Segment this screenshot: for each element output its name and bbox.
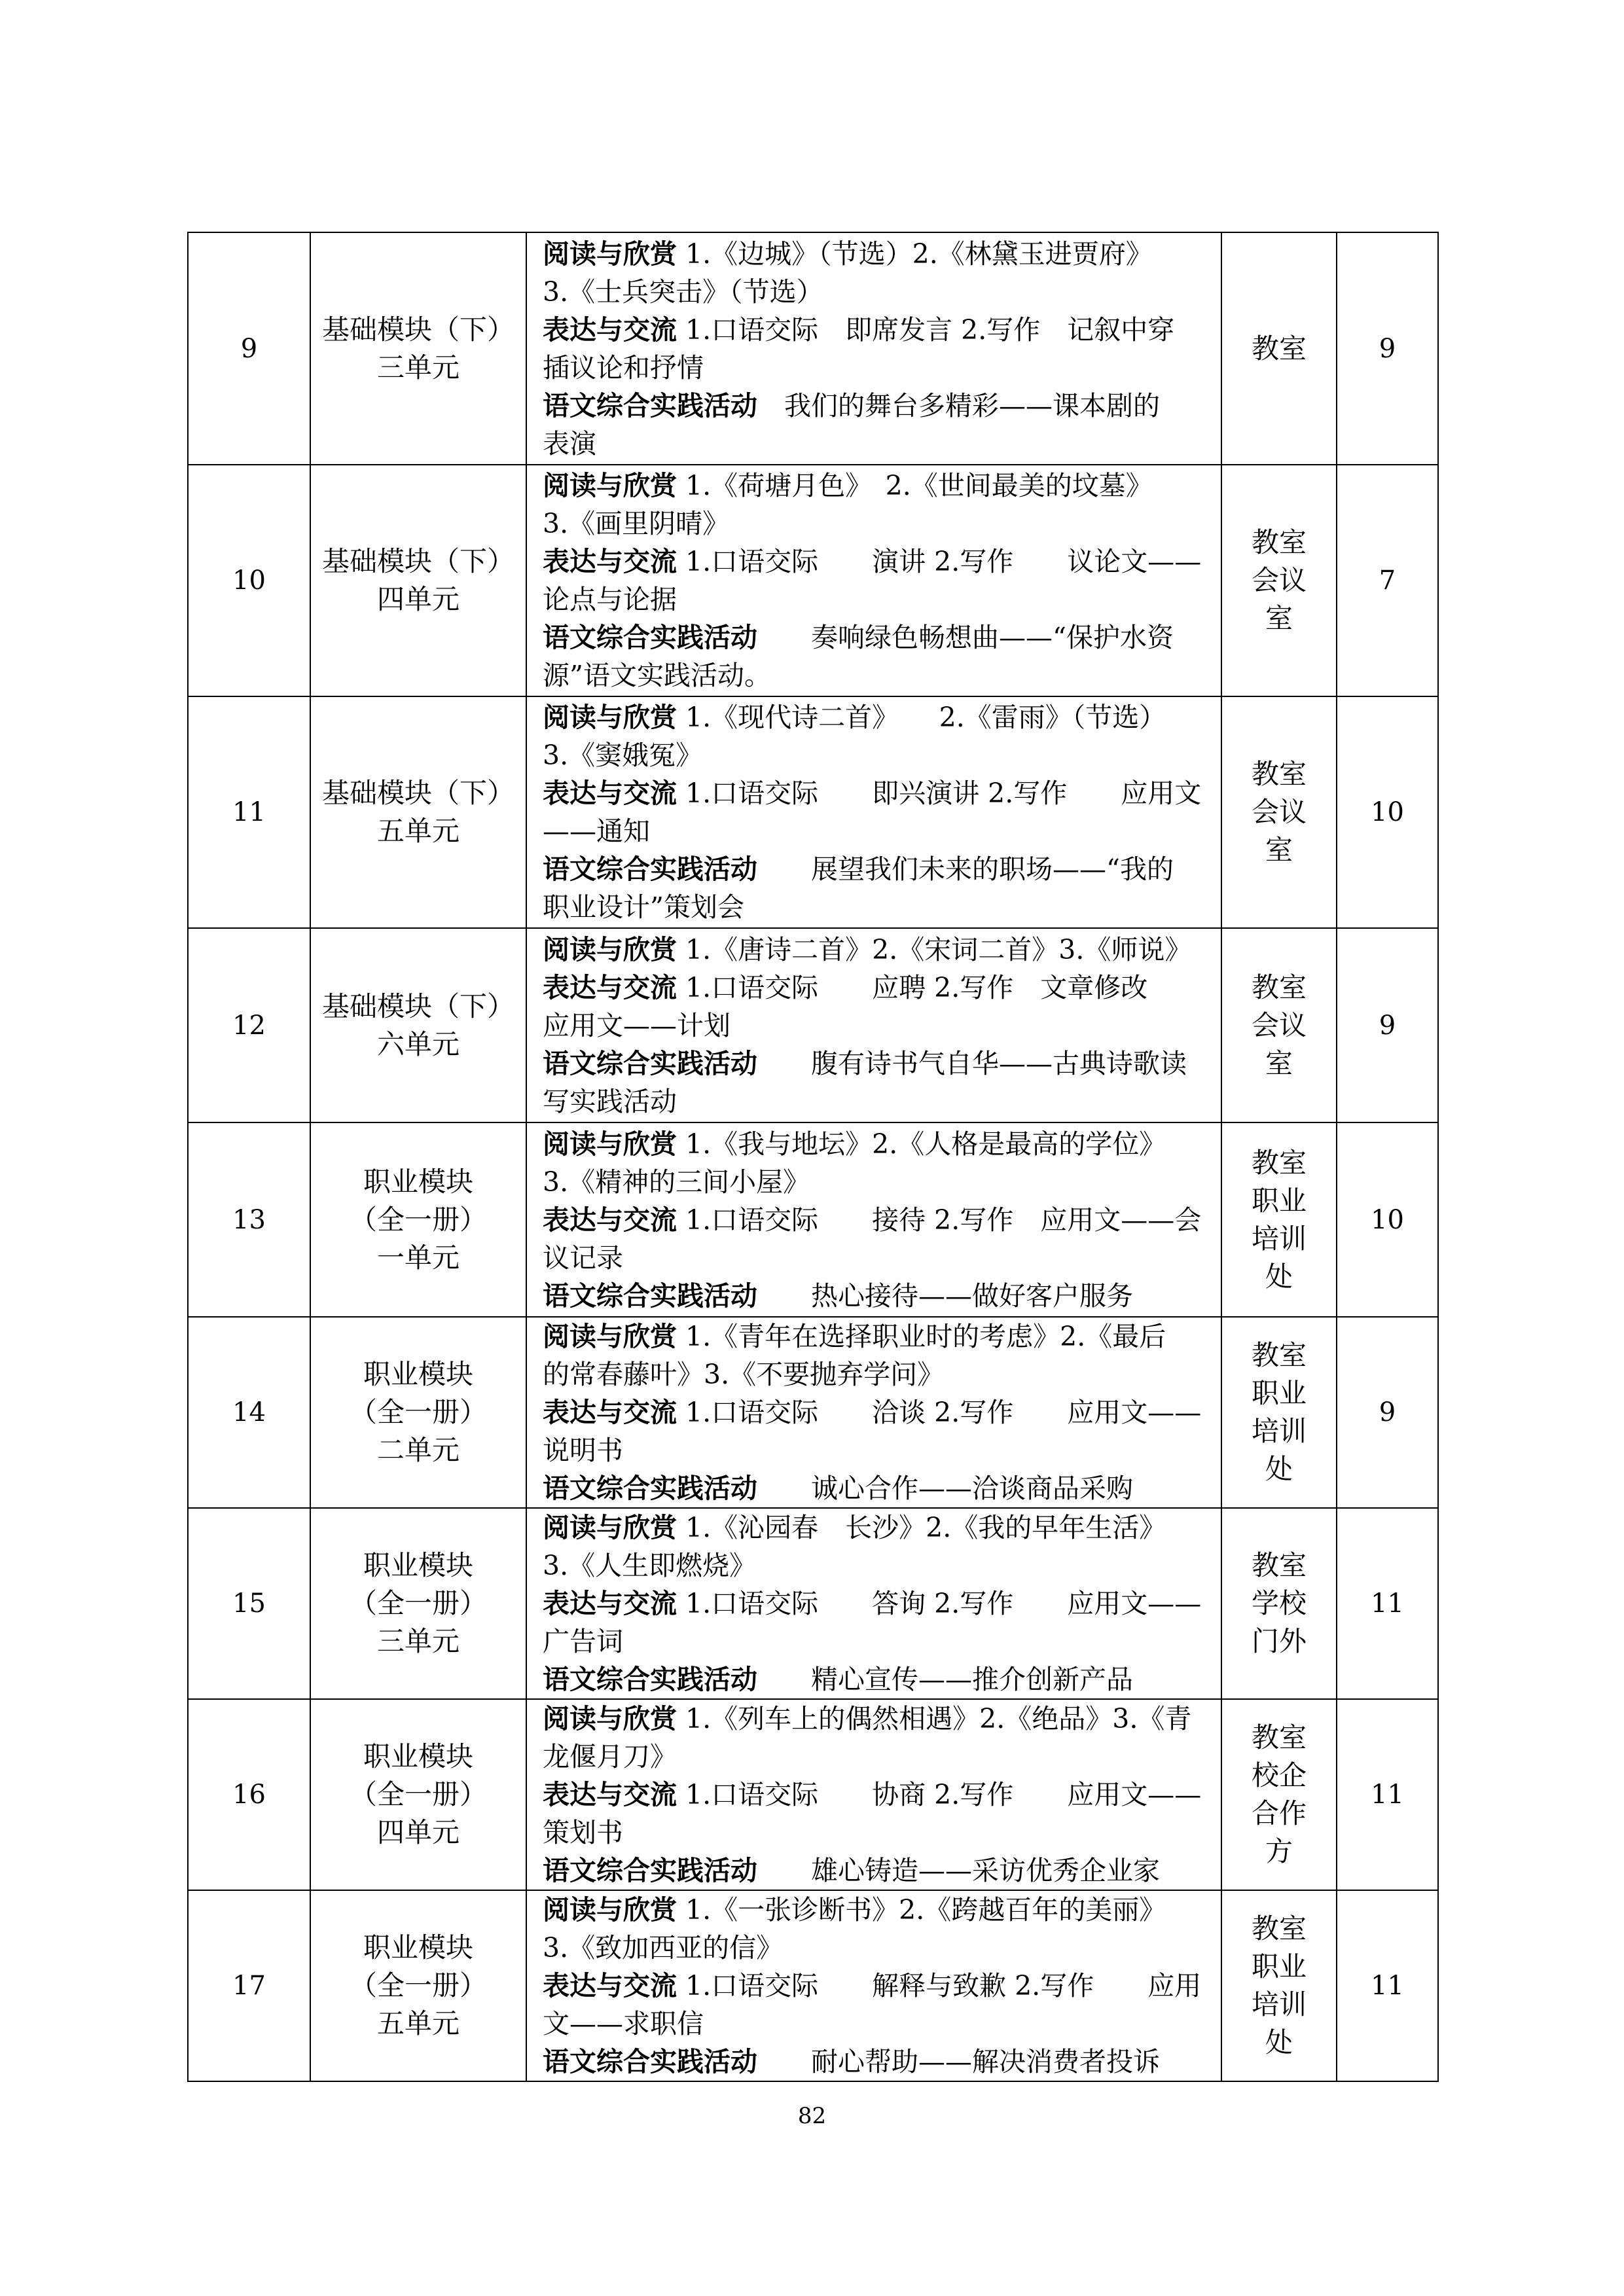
section-label: 语文综合实践活动 [543,622,757,653]
content-line [543,736,1209,774]
location-line: 会议 [1251,564,1307,596]
location-line: 培训 [1251,1988,1307,2020]
module-unit-cell [310,1890,526,2081]
module-unit-cell [310,928,526,1122]
module-unit-cell [310,465,526,696]
content-text: 1.《列车上的偶然相遇》2.《绝品》3.《青 [677,1703,1192,1734]
content-line [543,698,1209,736]
class-hours-cell: 10 [1337,696,1438,928]
module-unit-line: 五单元 [376,815,460,847]
content-text: 3.《士兵突击》（节选） [543,276,823,308]
section-label: 语文综合实践活动 [543,1280,757,1312]
location-cell [1221,1699,1337,1890]
content-line [543,543,1209,581]
table-row [188,232,1438,465]
content-line [543,1660,1209,1698]
section-label: 语文综合实践活动 [543,2046,757,2077]
section-label: 阅读与欣赏 [543,238,677,270]
content-line [543,467,1209,505]
section-label: 阅读与欣赏 [543,1703,677,1734]
class-hours-cell: 9 [1337,1317,1438,1508]
lesson-number-cell: 17 [188,1890,310,2081]
module-unit-line: 职业模块 [363,1358,473,1390]
teaching-content-cell [526,465,1221,696]
teaching-content-cell [526,1122,1221,1317]
location-line: 处 [1265,2026,1293,2058]
content-text: 3.《人生即燃烧》 [543,1550,757,1581]
content-text: 议记录 [543,1242,623,1274]
class-hours-cell: 11 [1337,1890,1438,2081]
module-unit-line: 职业模块 [363,1549,473,1581]
content-text: 1.口语交际 应聘 2.写作 文章修改 [677,971,1148,1003]
section-label: 阅读与欣赏 [543,933,677,965]
section-label: 表达与交流 [543,1970,677,2001]
content-line [543,1509,1209,1547]
section-label: 阅读与欣赏 [543,1321,677,1352]
class-hours-cell: 11 [1337,1699,1438,1890]
section-label: 语文综合实践活动 [543,1473,757,1504]
content-line [543,1201,1209,1239]
content-text: 1.口语交际 即席发言 2.写作 记叙中穿 [677,314,1175,346]
class-hours-cell: 10 [1337,1122,1438,1317]
table-row [188,928,1438,1122]
content-line [543,812,1209,850]
section-label: 表达与交流 [543,546,677,577]
content-line [543,1125,1209,1163]
content-line [543,1738,1209,1776]
section-label: 表达与交流 [543,314,677,346]
section-label: 表达与交流 [543,971,677,1003]
section-label: 语文综合实践活动 [543,389,757,422]
section-label: 语文综合实践活动 [543,1664,757,1695]
content-text: 论点与论据 [543,584,677,615]
content-line [543,1585,1209,1623]
content-text: 展望我们未来的职场——“我的 [757,853,1174,885]
content-text: 1.《唐诗二首》2.《宋词二首》3.《师说》 [677,933,1192,965]
content-text: 1.口语交际 解释与致歉 2.写作 应用 [677,1970,1202,2001]
location-line: 会议 [1251,1009,1307,1041]
content-line [543,273,1209,311]
content-line [543,235,1209,273]
content-line [543,2005,1209,2043]
teaching-content-cell [526,1699,1221,1890]
location-line: 培训 [1251,1222,1307,1255]
teaching-content-cell [526,696,1221,928]
content-line [543,387,1209,425]
content-line [543,619,1209,656]
location-line: 室 [1265,834,1293,866]
content-text: 表演 [543,427,596,459]
class-hours-cell: 7 [1337,465,1438,696]
content-text: 广告词 [543,1626,623,1657]
location-line: 职业 [1251,1950,1307,1982]
module-unit-cell [310,696,526,928]
module-unit-cell [310,1317,526,1508]
lesson-number-cell: 10 [188,465,310,696]
section-label: 表达与交流 [543,1588,677,1619]
module-unit-cell [310,1122,526,1317]
content-line [543,1393,1209,1431]
location-line: 教室 [1251,758,1307,790]
content-line [543,1967,1209,2005]
module-unit-line: 三单元 [376,1625,460,1657]
content-text: 1.《现代诗二首》 2.《雷雨》（节选） [677,702,1166,733]
module-unit-line: 基础模块（下） [321,313,514,346]
location-line: 室 [1265,602,1293,634]
content-line [543,1007,1209,1045]
table-row [188,1122,1438,1317]
module-unit-line: 职业模块 [363,1165,473,1198]
content-line [543,931,1209,969]
location-line: 教室 [1251,1146,1307,1179]
content-line [543,1776,1209,1814]
lesson-number-cell: 16 [188,1699,310,1890]
content-line [543,505,1209,543]
location-cell [1221,696,1337,928]
section-label: 表达与交流 [543,1204,677,1236]
content-text: 1.口语交际 接待 2.写作 应用文——会 [677,1204,1202,1236]
content-line [543,1929,1209,1967]
location-line: 职业 [1251,1377,1307,1409]
content-text: 源”语文实践活动。 [543,660,771,691]
content-text: 3.《窦娥冤》 [543,740,703,771]
content-line [543,425,1209,463]
module-unit-line: 一单元 [376,1241,460,1274]
content-text: 龙偃月刀》 [543,1741,677,1772]
table-row [188,1508,1438,1699]
content-line [543,1852,1209,1890]
module-unit-line: （全一册） [349,1396,487,1428]
lesson-number-cell: 14 [188,1317,310,1508]
content-text: 精心宣传——推介创新产品 [757,1664,1133,1695]
location-line: 教室 [1251,526,1307,558]
content-text: 1.《边城》（节选）2.《林黛玉进贾府》 [677,238,1153,270]
content-line [543,581,1209,619]
module-unit-line: 基础模块（下） [321,777,514,809]
location-line: 教室 [1251,1912,1307,1945]
module-unit-line: 五单元 [376,2007,460,2039]
teaching-content-cell [526,928,1221,1122]
content-line [543,1163,1209,1201]
content-line [543,1045,1209,1083]
content-text: 3.《致加西亚的信》 [543,1932,784,1964]
content-line [543,1547,1209,1585]
table-row [188,1890,1438,2081]
module-unit-line: 职业模块 [363,1740,473,1772]
content-text: 雄心铸造——采访优秀企业家 [757,1855,1160,1886]
module-unit-line: （全一册） [349,1587,487,1619]
location-cell [1221,1508,1337,1699]
location-cell [1221,465,1337,696]
lesson-number-cell: 15 [188,1508,310,1699]
location-line: 校企 [1251,1759,1307,1791]
lesson-number-cell: 13 [188,1122,310,1317]
table-row [188,465,1438,696]
content-text: 的常春藤叶》3.《不要抛弃学问》 [543,1359,945,1390]
curriculum-schedule-table [187,232,1439,2082]
content-line [543,774,1209,812]
location-line: 处 [1265,1260,1293,1293]
section-label: 语文综合实践活动 [543,1855,757,1886]
section-label: 语文综合实践活动 [543,1047,757,1079]
content-line [543,311,1209,349]
module-unit-line: （全一册） [349,1778,487,1810]
content-text: 1.口语交际 演讲 2.写作 议论文—— [677,546,1202,577]
content-line [543,656,1209,694]
module-unit-cell [310,1699,526,1890]
content-line [543,1891,1209,1929]
content-text: 腹有诗书气自华——古典诗歌读 [757,1047,1187,1079]
content-text: 1.口语交际 答询 2.写作 应用文—— [677,1588,1202,1619]
location-line: 培训 [1251,1415,1307,1447]
location-line: 室 [1265,1047,1293,1079]
content-line [543,1814,1209,1852]
content-line [543,1469,1209,1507]
content-text: 1.口语交际 协商 2.写作 应用文—— [677,1779,1202,1810]
location-line: 教室 [1251,332,1307,365]
teaching-content-cell [526,1890,1221,2081]
table-body [188,232,1438,2081]
content-line [543,349,1209,387]
content-text: 诚心合作——洽谈商品采购 [757,1473,1133,1504]
teaching-content-cell [526,1317,1221,1508]
section-label: 阅读与欣赏 [543,1128,677,1160]
location-line: 处 [1265,1453,1293,1485]
location-line: 方 [1265,1835,1293,1867]
module-unit-line: 基础模块（下） [321,990,514,1022]
content-text: 3.《画里阴晴》 [543,508,730,539]
content-text: 1.口语交际 即兴演讲 2.写作 应用文 [677,778,1202,809]
content-text: 1.《我与地坛》2.《人格是最高的学位》 [677,1128,1166,1160]
location-line: 教室 [1251,971,1307,1003]
location-cell [1221,1317,1337,1508]
content-line [543,1239,1209,1277]
content-text: 1.《一张诊断书》2.《跨越百年的美丽》 [677,1894,1166,1926]
location-line: 教室 [1251,1339,1307,1371]
module-unit-line: 四单元 [376,583,460,615]
content-line [543,1700,1209,1738]
content-line [543,850,1209,888]
content-text: 插议论和抒情 [543,351,704,384]
location-line: 门外 [1251,1625,1307,1657]
module-unit-cell [310,1508,526,1699]
content-text: 策划书 [543,1817,623,1848]
module-unit-line: （全一册） [349,1203,487,1236]
module-unit-line: 基础模块（下） [321,545,514,577]
content-line [543,1623,1209,1660]
content-line [543,969,1209,1007]
content-text: 1.《青年在选择职业时的考虑》2.《最后 [677,1321,1166,1352]
content-line [543,2043,1209,2081]
location-cell [1221,1890,1337,2081]
class-hours-cell: 11 [1337,1508,1438,1699]
content-text: 说明书 [543,1435,623,1466]
content-line [543,1355,1209,1393]
section-label: 表达与交流 [543,1779,677,1810]
lesson-number-cell: 9 [188,232,310,465]
module-unit-line: （全一册） [349,1969,487,2001]
content-text: 应用文——计划 [543,1009,731,1041]
content-text: 我们的舞台多精彩——课本剧的 [757,389,1160,422]
content-text: 3.《精神的三间小屋》 [543,1166,810,1198]
content-text: 1.口语交际 洽谈 2.写作 应用文—— [677,1397,1202,1428]
section-label: 阅读与欣赏 [543,470,677,501]
content-text: 文——求职信 [543,2008,704,2039]
class-hours-cell: 9 [1337,928,1438,1122]
content-text: 职业设计”策划会 [543,891,744,923]
section-label: 阅读与欣赏 [543,1512,677,1543]
content-line [543,1431,1209,1469]
content-text: 1.《沁园春 长沙》2.《我的早年生活》 [677,1512,1166,1543]
location-line: 学校 [1251,1587,1307,1619]
module-unit-line: 六单元 [376,1028,460,1060]
teaching-content-cell [526,232,1221,465]
class-hours-cell: 9 [1337,232,1438,465]
module-unit-line: 四单元 [376,1816,460,1848]
location-line: 合作 [1251,1797,1307,1829]
content-text: 热心接待——做好客户服务 [757,1280,1133,1312]
table-row [188,696,1438,928]
table-row [188,1699,1438,1890]
section-label: 阅读与欣赏 [543,702,677,733]
location-cell [1221,232,1337,465]
teaching-content-cell [526,1508,1221,1699]
location-line: 教室 [1251,1721,1307,1753]
content-text: 1.《荷塘月色》 2.《世间最美的坟墓》 [677,470,1153,501]
content-line [543,888,1209,926]
location-cell [1221,1122,1337,1317]
location-line: 教室 [1251,1549,1307,1581]
content-text: 奏响绿色畅想曲——“保护水资 [757,622,1174,653]
content-line [543,1277,1209,1315]
module-unit-line: 职业模块 [363,1931,473,1964]
module-unit-cell [310,232,526,465]
section-label: 表达与交流 [543,1397,677,1428]
lesson-number-cell: 12 [188,928,310,1122]
page-number: 82 [797,2103,827,2129]
content-line [543,1318,1209,1355]
lesson-number-cell: 11 [188,696,310,928]
table-row [188,1317,1438,1508]
module-unit-line: 三单元 [376,351,460,384]
content-text: 写实践活动 [543,1085,677,1117]
location-line: 会议 [1251,796,1307,828]
content-line [543,1083,1209,1121]
section-label: 语文综合实践活动 [543,853,757,885]
content-text: ——通知 [543,816,650,847]
location-line: 职业 [1251,1184,1307,1217]
content-text: 耐心帮助——解决消费者投诉 [757,2046,1160,2077]
section-label: 表达与交流 [543,778,677,809]
module-unit-line: 二单元 [376,1434,460,1466]
location-cell [1221,928,1337,1122]
section-label: 阅读与欣赏 [543,1894,677,1926]
